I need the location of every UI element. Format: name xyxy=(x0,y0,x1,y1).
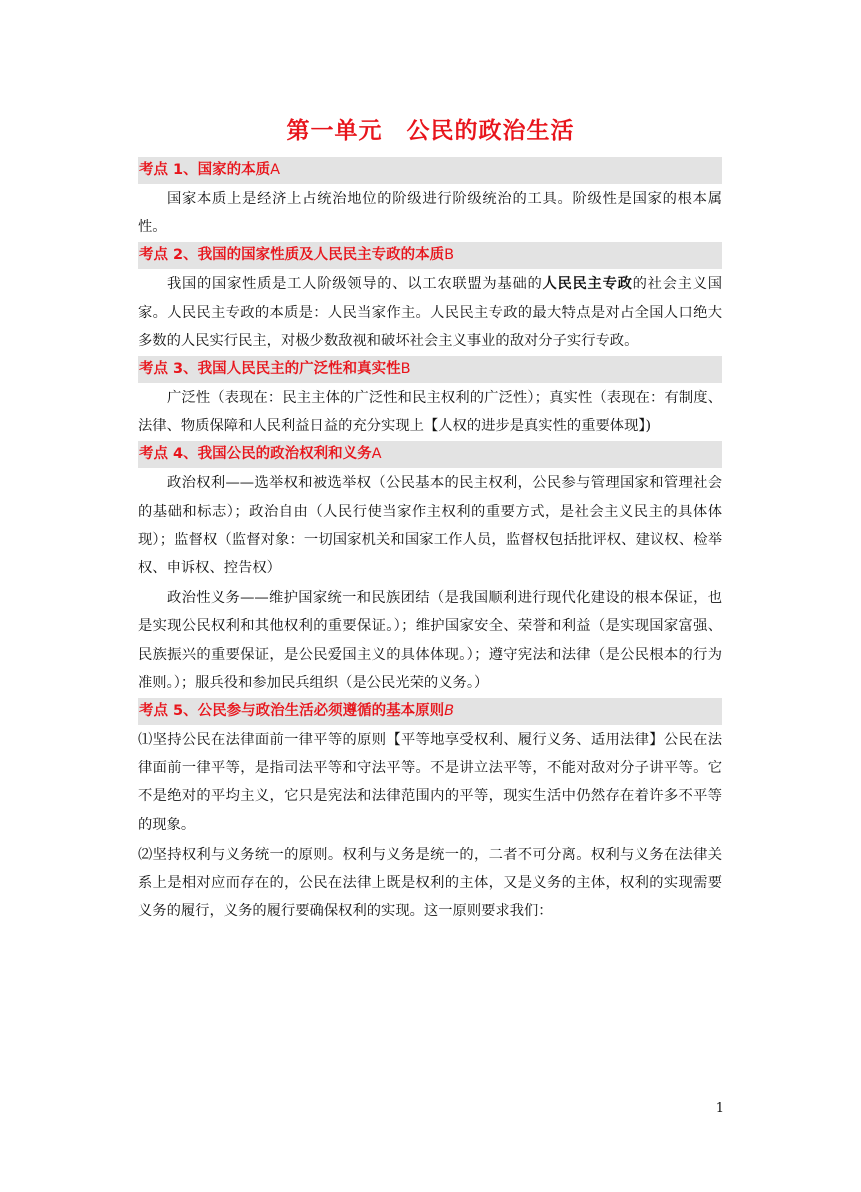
paragraph: 政治权利——选举权和被选举权（公民基本的民主权利，公民参与管理国家和管理社会的基础和标志）；政治自由（人民行使当家作主权利的重要方式，是社会主义民主的具体体现）；监督权（监督对象：一切国家机关和国家工作人员，监督权包括批评权、建议权、检举权、申诉权、控告权） xyxy=(138,475,722,577)
section-heading-3 xyxy=(138,356,722,383)
grade-label: A xyxy=(270,162,281,178)
grade-label: B xyxy=(444,703,455,720)
grade-label: B xyxy=(444,247,455,264)
paragraph-text: 我国的国家性质是工人阶级领导的、以工农联盟为基础的 xyxy=(167,276,543,293)
heading-text: 考点 2、我国的国家性质及人民民主专政的本质 xyxy=(139,247,445,264)
heading-text: 考点 5、公民参与政治生活必须遵循的基本原则 xyxy=(139,703,445,720)
document-body xyxy=(138,157,722,926)
section-heading-4 xyxy=(138,441,722,468)
page-title: 第一单元 公民的政治生活 xyxy=(286,118,575,144)
section-heading-2 xyxy=(138,242,722,269)
paragraph: ⑵坚持权利与义务统一的原则。权利与义务是统一的，二者不可分离。权利与义务在法律关系上是相对应而存在的，公民在法律上既是权利的主体，又是义务的主体，权利的实现需要义务的履行，义务的履行要确保权利的实现。这一原则要求我们： xyxy=(138,846,722,920)
paragraph: 政治性义务——维护国家统一和民族团结（是我国顺利进行现代化建设的根本保证，也是实现公民权利和其他权利的重要保证。）；维护国家安全、荣誉和利益（是实现国家富强、民族振兴的重要保证，是公民爱国主义的具体体现。）；遵守宪法和法律（是公民根本的行为准则。）；服兵役和参加民兵组织（是公民光荣的义务。） xyxy=(138,590,722,691)
heading-text: 考点 1、国家的本质 xyxy=(139,162,271,178)
paragraph: 国家本质上是经济上占统治地位的阶级进行阶级统治的工具。阶级性是国家的根本属性。 xyxy=(138,191,722,236)
heading-text: 考点 3、我国人民民主的广泛性和真实性 xyxy=(139,361,401,378)
paragraph xyxy=(138,269,722,356)
bold-term: 人民民主专政 xyxy=(542,276,633,293)
paragraph: ⑴坚持公民在法律面前一律平等的原则【平等地享受权利、履行义务、适用法律】公民在法律面前一律平等，是指司法平等和守法平等。不是讲立法平等，不能对敌对分子讲平等。它不是绝对的平均主义，它只是宪法和法律范围内的平等，现实生活中仍然存在着许多不平等的现象。 xyxy=(138,732,722,833)
section-heading-5 xyxy=(138,698,722,725)
page-number: 1 xyxy=(715,1101,724,1116)
paragraph: 广泛性（表现在：民主主体的广泛性和民主权利的广泛性）；真实性（表现在：有制度、法律、物质保障和人民利益日益的充分实现上【人权的进步是真实性的重要体现】) xyxy=(138,390,722,435)
grade-label: A xyxy=(371,446,382,463)
heading-text: 考点 4、我国公民的政治权利和义务 xyxy=(139,446,372,463)
paragraph-text: 的社会主义国家。人民民主专政的本质是：人民当家作主。人民民主专政的最大特点是对占全国人口绝大多数的人民实行民主，对极少数敌视和破坏社会主义事业的敌对分子实行专政。 xyxy=(138,276,723,349)
section-heading-1 xyxy=(138,157,722,184)
grade-label: B xyxy=(400,361,411,378)
